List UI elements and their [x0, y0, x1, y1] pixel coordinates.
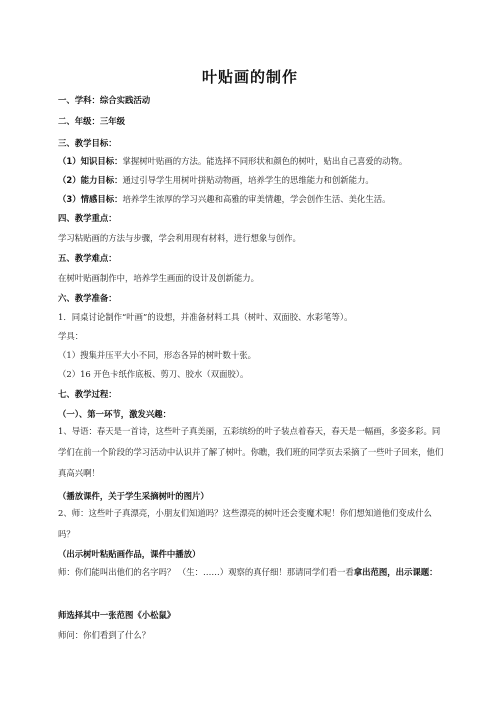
preparation-item-2: （1）搜集并压平大小不同，形态各异的树叶数十张。 — [58, 350, 256, 360]
preparation-item-3: （2）16 开色卡纸作底板、剪刀、胶水（双面胶）。 — [58, 369, 249, 379]
goal-ability-text: 通过引导学生用树叶拼贴动物画，培养学生的思维能力和创新能力。 — [122, 175, 374, 185]
paragraph-teacher-3-text: 师：你们能叫出他们的名字吗？ （生：……）观察的真仔细！那请同学们看一看 — [58, 567, 354, 577]
key-points-heading: 四、教学重点： — [58, 213, 117, 223]
document-title: 叶贴画的制作 — [201, 68, 298, 86]
difficulty-heading: 五、教学难点： — [58, 253, 117, 263]
goal-ability — [58, 174, 458, 186]
goal-emotion — [58, 193, 458, 205]
paragraph-teacher-3-bold: 拿出范图，出示课题： — [353, 567, 438, 577]
goal-knowledge-text: 掌握树叶贴画的方法。能选择不同形状和颜色的树叶，贴出自己喜爱的动物。 — [122, 156, 408, 166]
grade-heading: 二、年级：三年级 — [58, 116, 125, 126]
step1-heading: （一）、第一环节，激发兴趣： — [58, 409, 172, 419]
goal-emotion-label: （3）情感目标： — [58, 194, 123, 204]
key-points-text: 学习粘贴画的方法与步骤，学会利用现有材料，进行想象与创作。 — [58, 233, 301, 243]
goals-heading: 三、教学目标： — [58, 138, 117, 148]
note-courseware-1: （播放课件，关于学生采摘树叶的图片） — [58, 491, 209, 501]
preparation-item-1: 1．同桌讨论制作“叶画”的设想，并准备材料工具（树叶、双面胶、水彩笔等）。 — [58, 312, 353, 322]
goal-knowledge-label: （1）知识目标： — [58, 156, 123, 166]
paragraph-teacher-3 — [58, 562, 444, 583]
goal-ability-label: （2）能力目标： — [58, 175, 123, 185]
preparation-students: 学具： — [58, 331, 84, 341]
preparation-heading: 六、教学准备： — [58, 293, 117, 303]
paragraph-teacher-2: 2、师：这些叶子真漂亮，小朋友们知道吗？这些漂亮的树叶还会变魔术呢！你们想知道他们变成什么吗？ — [58, 508, 432, 539]
process-heading: 七、教学过程： — [58, 389, 117, 399]
note-courseware-2: （出示树叶粘贴画作品，课件中播放） — [58, 549, 201, 559]
goal-emotion-text: 培养学生浓厚的学习兴趣和高雅的审美情趣，学会创作生活、美化生活。 — [122, 194, 391, 204]
difficulty-text: 在树叶贴画制作中，培养学生画面的设计及创新能力。 — [58, 273, 259, 283]
note-sample-picture: 师选择其中一张范图《小松鼠》 — [58, 610, 176, 620]
paragraph-intro: 1、导语：春天是一首诗，这些叶子真美丽，五彩缤纷的叶子装点着春天，春天是一幅画，多姿多彩。同学们在前一个阶段的学习活动中认识并了解了树叶。你瞧，我们班的同学页去采摘了一些叶子回来，他们真高兴啊！ — [58, 426, 444, 478]
goal-knowledge — [58, 155, 458, 167]
paragraph-teacher-question: 师问：你们看到了什么？ — [58, 630, 151, 640]
subject-heading: 一、学科：综合实践活动 — [58, 95, 151, 105]
